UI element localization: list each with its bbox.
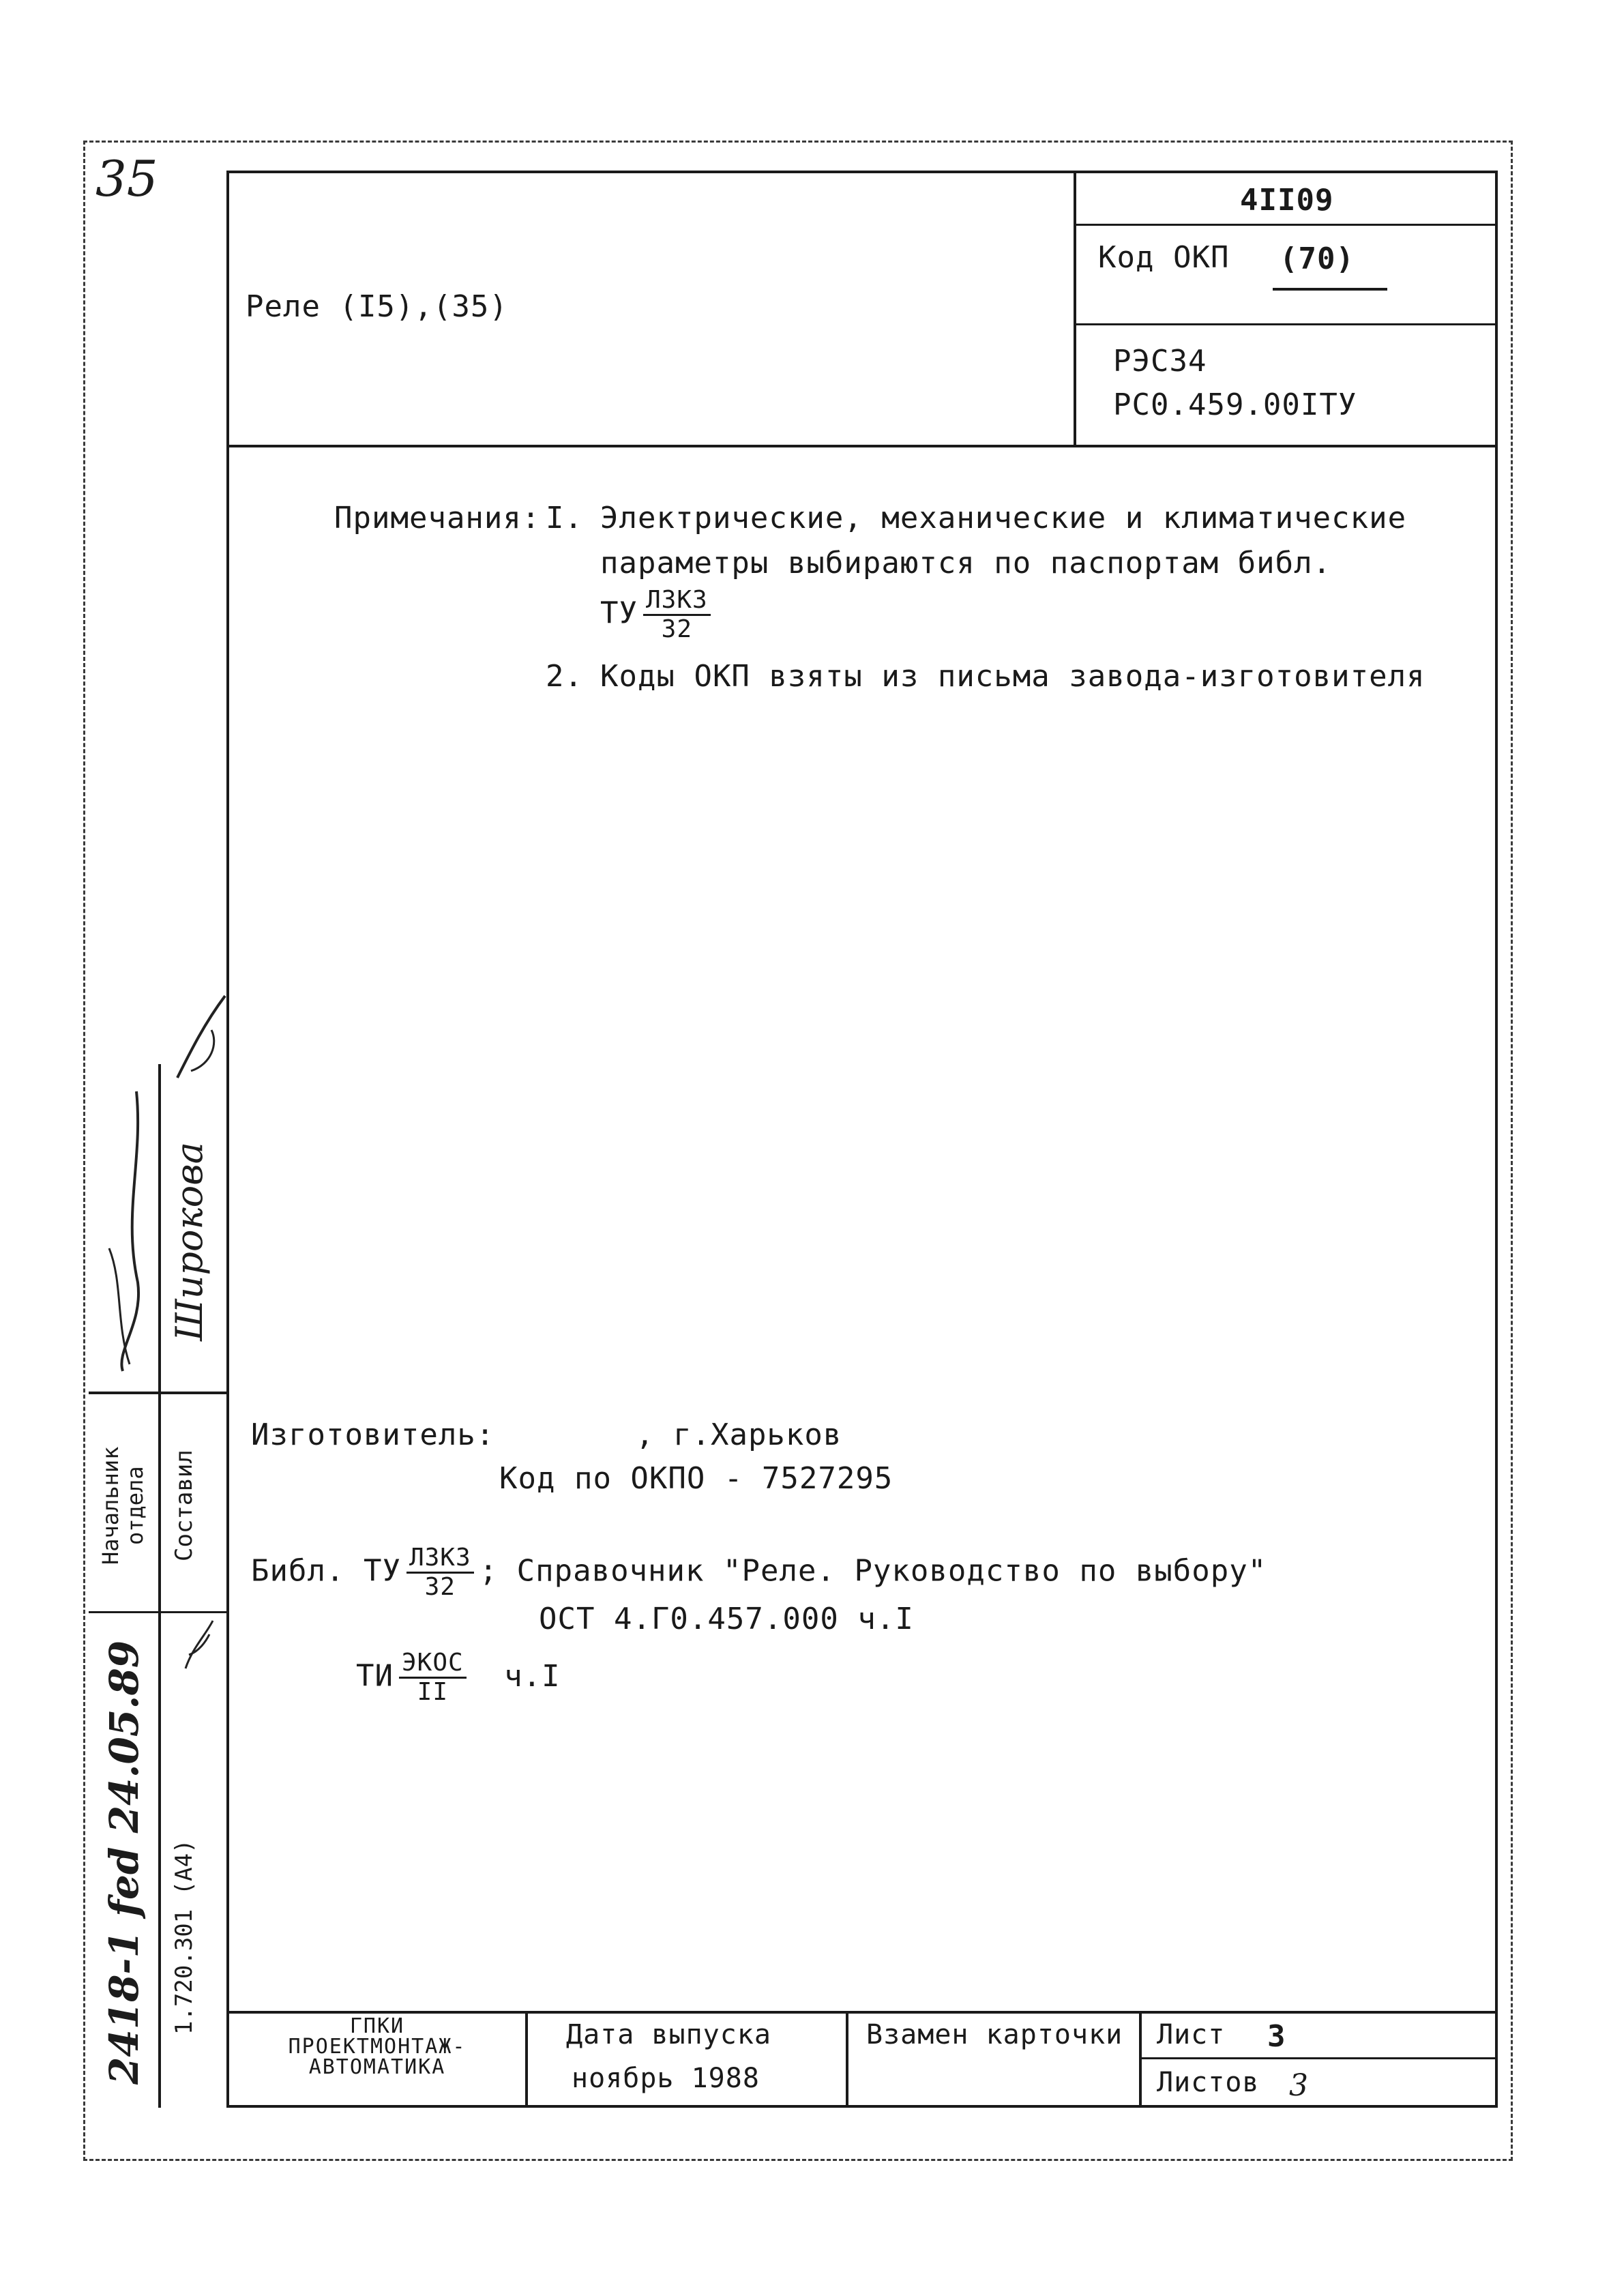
compiler-signature: Широкова [168,1142,211,1341]
handbook-reference: ; Справочник "Реле. Руководство по выбору" [479,1553,1267,1589]
note-1-tu-label: ТУ [600,595,638,631]
header-code-divider [1074,224,1498,226]
bibl-tu-label: ТУ [363,1553,401,1589]
main-frame [226,171,1498,2108]
okp-underline [1273,288,1387,291]
bibl-label: Библ. [251,1553,345,1589]
header-vertical-divider [1074,171,1076,446]
note-2-number: 2. [546,659,583,694]
sheet-value: 3 [1267,2019,1286,2054]
header-divider [226,445,1498,447]
ti-reference-line [356,1651,561,1705]
header-title: Реле (I5),(35) [246,289,508,324]
head-signature-scribble [95,1078,157,1378]
approval-checkmark [164,989,239,1091]
model-name: РЭС34 [1113,344,1207,379]
issue-date-value: ноябрь 1988 [572,2063,760,2094]
reference-bibl-line [251,1546,1267,1600]
organization-line-3: АВТОМАТИКА [308,2055,446,2079]
footer-divider-3 [1139,2011,1142,2108]
ti-fraction-numerator: ЭКОС [399,1651,467,1679]
note-1-number: I. [546,501,583,535]
footer-top-divider [226,2011,1498,2014]
footer-sheet-divider [1139,2057,1498,2059]
ost-reference: ОСТ 4.Г0.457.000 ч.I [539,1602,914,1636]
note-1-line-2: параметры выбираются по паспортам библ. [600,546,1332,580]
ti-fraction [399,1651,467,1705]
okp-label: Код ОКП [1098,240,1230,275]
note-2-text: Коды ОКП взяты из письма завода-изготовителя [600,659,1425,694]
footer-divider-1 [525,2011,528,2108]
note-1-line-1: Электрические, механические и климатические [600,501,1407,535]
head-of-department-line-1: Начальник [98,1446,123,1565]
sheets-value: 3 [1289,2068,1308,2103]
note-1-fraction [643,588,711,642]
sheet-label: Лист [1157,2019,1226,2050]
footer-divider-2 [846,2011,848,2108]
ti-part: ч.I [504,1658,561,1694]
sheets-label: Листов [1157,2067,1260,2098]
manufacturer-city: , г.Харьков [636,1417,842,1452]
manufacturer-okpo: Код по ОКПО - 7527295 [499,1461,893,1496]
side-row-divider [89,1392,228,1394]
note-1-fraction-numerator: ЛЗКЗ [643,588,711,616]
organization-name [232,2016,522,2078]
corner-page-number: 35 [95,150,158,207]
side-row-divider-2 [89,1611,228,1613]
note-1-tu [600,588,716,642]
ti-label: ТИ [356,1658,394,1694]
ti-fraction-denominator: II [417,1678,449,1706]
head-of-department-label [98,1407,147,1604]
replaces-card-label: Взамен карточки [866,2019,1123,2050]
okp-value: (70) [1280,241,1355,276]
compiled-by-label: Составил [171,1449,198,1561]
note-1-fraction-denominator: 32 [661,615,693,643]
header-okp-divider [1074,323,1498,325]
manufacturer-label: Изготовитель: [251,1417,495,1452]
header-code: 4II09 [1240,183,1334,218]
bibl-fraction-numerator: ЛЗКЗ [407,1546,474,1574]
organization-line-2: ПРОЕКТМОНТАЖ- [288,2035,467,2059]
head-of-department-line-2: отдела [122,1466,148,1545]
small-initials-scribble [179,1614,220,1675]
spec-number: РС0.459.00IТУ [1113,387,1357,422]
side-column-divider [158,1064,161,2108]
bibl-fraction-denominator: 32 [424,1573,456,1601]
organization-line-1: ГПКИ [349,2014,405,2038]
form-code: 1.720.301 (А4) [171,1839,198,2035]
issue-date-label: Дата выпуска [566,2019,771,2050]
handwritten-registration: 2418-1 fed 24.05.89 [101,1640,147,2085]
notes-label: Примечания: [334,501,541,535]
bibl-fraction [407,1546,474,1600]
